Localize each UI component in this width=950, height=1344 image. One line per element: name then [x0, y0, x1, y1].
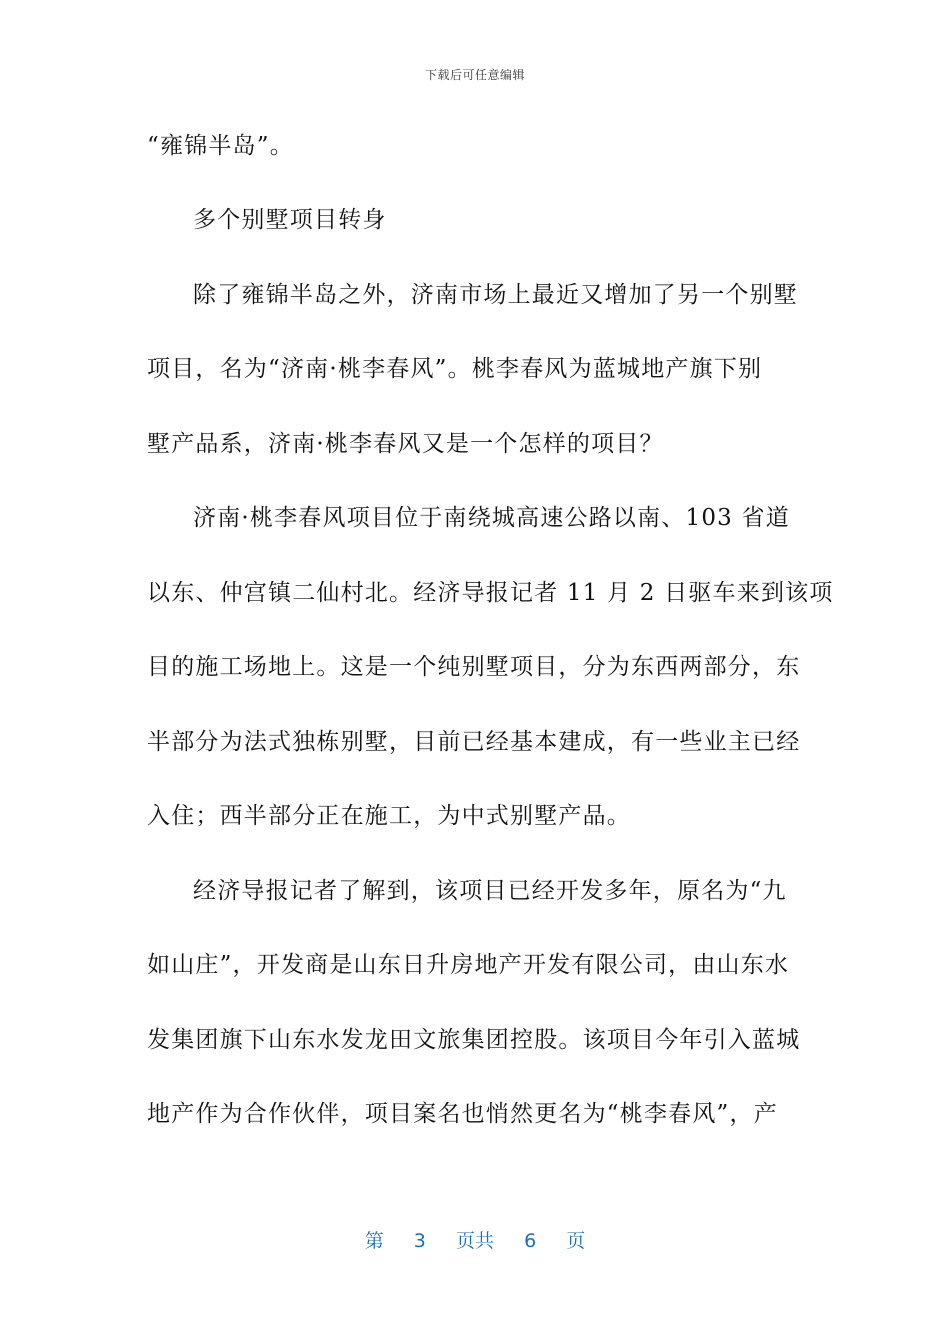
current-page-number: 3 [413, 1230, 426, 1252]
footer-suffix: 页 [566, 1230, 586, 1252]
page-footer [0, 1226, 950, 1253]
text-line: 半部分为法式独栋别墅，目前已经基本建成，有一些业主已经 [147, 729, 801, 755]
text-line: 经济导报记者了解到，该项目已经开发多年，原名为“九 [193, 878, 787, 904]
total-pages-number: 6 [524, 1230, 537, 1252]
text-line: 墅产品系，济南·桃李春风又是一个怎样的项目？ [147, 431, 664, 457]
section-heading: 多个别墅项目转身 [193, 207, 387, 233]
text-line: 以东、仲宫镇二仙村北。经济导报记者 11 月 2 日驱车来到该项 [147, 580, 834, 606]
text-line: 目的施工场地上。这是一个纯别墅项目，分为东西两部分，东 [147, 654, 801, 680]
text-line: 除了雍锦半岛之外，济南市场上最近又增加了另一个别墅 [193, 282, 798, 308]
text-line: 发集团旗下山东水发龙田文旅集团控股。该项目今年引入蓝城 [147, 1027, 801, 1053]
footer-prefix: 第 [364, 1230, 384, 1252]
text-line: 入住；西半部分正在施工，为中式别墅产品。 [147, 803, 631, 829]
text-line: 地产作为合作伙伴，项目案名也悄然更名为“桃李春风”，产 [147, 1101, 778, 1127]
footer-middle: 页共 [455, 1230, 494, 1252]
text-line: 济南·桃李春风项目位于南绕城高速公路以南、103 省道 [193, 505, 790, 531]
text-line: 如山庄”，开发商是山东日升房地产开发有限公司，由山东水 [147, 952, 790, 978]
text-line: “雍锦半岛”。 [147, 133, 294, 159]
header-note: 下载后可任意编辑 [424, 68, 525, 82]
text-line: 项目，名为“济南·桃李春风”。桃李春风为蓝城地产旗下别 [147, 356, 763, 382]
